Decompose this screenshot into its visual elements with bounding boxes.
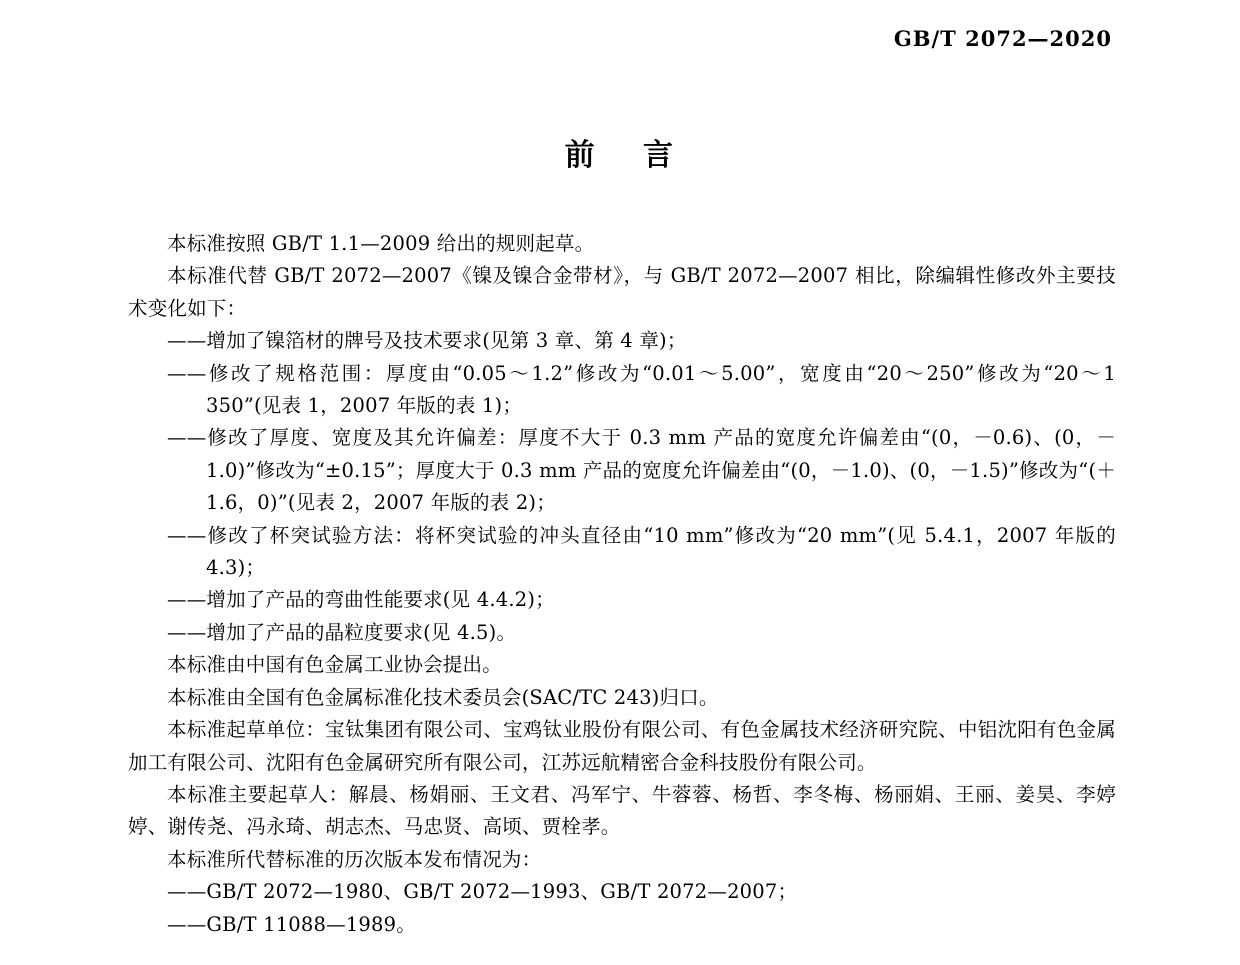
foreword-paragraph: ——增加了镍箔材的牌号及技术要求(见第 3 章、第 4 章)； [167, 329, 687, 353]
foreword-paragraph: 本标准由全国有色金属标准化技术委员会(SAC/TC 243)归口。 [167, 685, 719, 709]
foreword-paragraph: 本标准主要起草人：解晨、杨娟丽、王文君、冯军宁、牛蓉蓉、杨哲、李冬梅、杨丽娟、王丽、姜昊、李婷婷、谢传尧、冯永琦、胡志杰、马忠贤、高顷、贾栓孝。 [128, 782, 1116, 839]
foreword-paragraph: 本标准由中国有色金属工业协会提出。 [167, 653, 502, 677]
foreword-paragraph: 本标准起草单位：宝钛集团有限公司、宝鸡钛业股份有限公司、有色金属技术经济研究院、中铝沈阳有色金属加工有限公司、沈阳有色金属研究所有限公司，江苏远航精密合金科技股份有限公司。 [128, 718, 1116, 774]
foreword-paragraph: ——增加了产品的晶粒度要求(见 4.5)。 [167, 620, 517, 644]
foreword-paragraph: ——修改了杯突试验方法：将杯突试验的冲头直径由“10 mm”修改为“20 mm”(见 5.4.1，2007 年版的 4.3)； [167, 523, 1116, 580]
foreword-paragraph: 本标准按照 GB/T 1.1—2009 给出的规则起草。 [167, 232, 595, 255]
foreword-paragraph: 本标准代替 GB/T 2072—2007《镍及镍合金带材》，与 GB/T 2072—2007 相比，除编辑性修改外主要技术变化如下： [128, 264, 1116, 320]
foreword-paragraph: ——增加了产品的弯曲性能要求(见 4.4.2)； [167, 588, 555, 612]
page-title-right: 言 [643, 138, 676, 173]
foreword-paragraph: ——修改了规格范围：厚度由“0.05～1.2”修改为“0.01～5.00”，宽度由“20～250”修改为“20～1 350”(见表 1，2007 年版的表 1)； [167, 361, 1116, 418]
foreword-paragraph: 本标准所代替标准的历次版本发布情况为： [167, 847, 542, 871]
foreword-paragraph: ——GB/T 2072—1980、GB/T 2072—1993、GB/T 2072—2007； [167, 880, 798, 904]
page-title [0, 130, 1240, 174]
page-title-left: 前 [564, 138, 597, 173]
page-header-standard-number: GB/T 2072—2020 [893, 26, 1112, 51]
foreword-paragraph: ——修改了厚度、宽度及其允许偏差：厚度不大于 0.3 mm 产品的宽度允许偏差由“(0，－0.6)、(0，－1.0)”修改为“±0.15”；厚度大于 0.3 mm 产品的宽度允许偏差由“(0，－1.0)、(0，－1.5)”修改为“(＋1.6，0)”(见表 2，2007 年版的表 2)； [167, 426, 1116, 515]
foreword-body [128, 228, 1116, 941]
foreword-paragraph: ——GB/T 11088—1989。 [167, 912, 416, 936]
